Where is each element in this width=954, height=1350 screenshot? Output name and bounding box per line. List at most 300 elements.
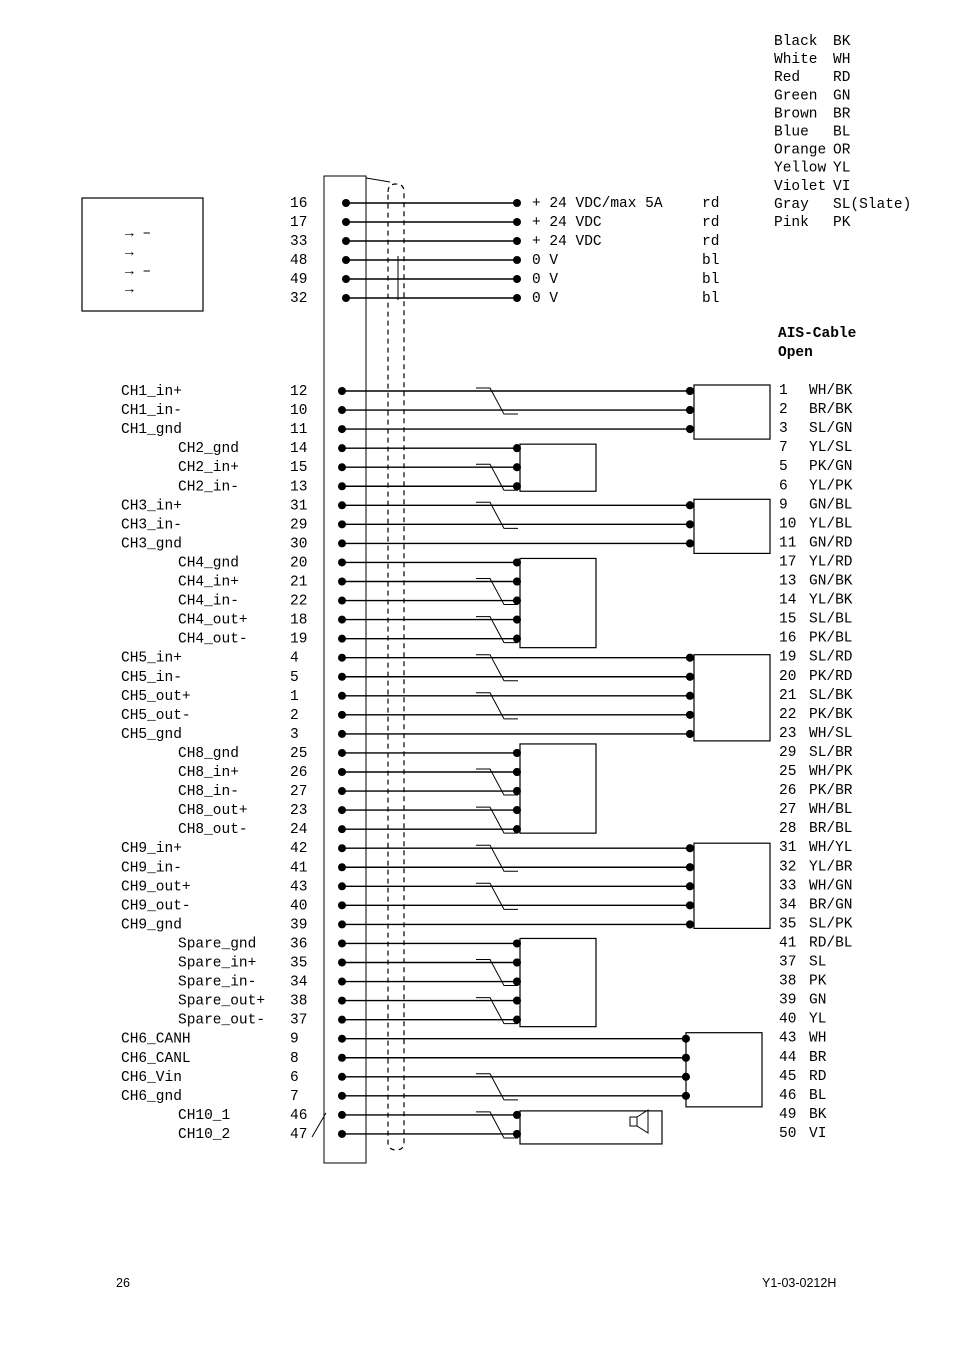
wire-color: BR: [809, 1049, 827, 1066]
signal-row: [178, 994, 521, 1010]
signal-row: [178, 765, 521, 781]
signal-label: CH6_CANH: [121, 1031, 191, 1048]
signal-label: CH5_gnd: [121, 726, 182, 743]
page-number: 26: [116, 1276, 130, 1290]
pin-number: 2: [290, 707, 299, 724]
signal-label: CH8_in-: [178, 784, 239, 801]
signal-row: [178, 479, 521, 495]
wire-number: 25: [779, 764, 797, 780]
signal-row: [121, 1051, 690, 1067]
pin-dot: [338, 387, 346, 395]
signal-row: [178, 975, 521, 991]
power-wire-color: rd: [702, 234, 720, 250]
legend-color-name: Yellow: [774, 160, 827, 177]
terminal-dot: [686, 501, 694, 509]
pin-dot: [338, 1092, 346, 1100]
wire-number: 23: [779, 725, 797, 742]
terminal-block: [520, 558, 596, 647]
signal-row: [121, 517, 694, 533]
wire-number: 7: [779, 440, 788, 457]
wire-color: BL: [809, 1087, 827, 1104]
signal-label: CH3_in+: [121, 498, 182, 515]
terminal-dot: [513, 997, 521, 1005]
signal-row: [178, 1127, 521, 1143]
pin-dot: [338, 1035, 346, 1043]
wire-number: 31: [779, 840, 797, 857]
pin-number: 14: [290, 441, 308, 458]
cable-shield: [388, 184, 404, 1150]
terminal-dot: [513, 463, 521, 471]
wire-color: PK/BL: [809, 630, 853, 647]
wire-color: PK/RD: [809, 668, 853, 685]
terminal-dot: [513, 1111, 521, 1119]
wire-number: 22: [779, 706, 797, 723]
signal-row: [178, 613, 521, 629]
supply-dot: [513, 294, 521, 302]
wire-color: SL/BL: [809, 611, 853, 628]
wire-number: 14: [779, 592, 797, 609]
pin-number: 43: [290, 879, 308, 896]
pin-number: 21: [290, 574, 308, 591]
wire-color: BR/BL: [809, 821, 853, 838]
power-supply-rows: [290, 196, 719, 307]
power-label: + 24 VDC/max 5A: [532, 196, 663, 212]
power-row: [290, 196, 719, 212]
signal-row: [121, 879, 694, 895]
terminal-dot: [513, 787, 521, 795]
pin-number: 39: [290, 917, 308, 934]
terminal-block: [694, 385, 770, 439]
wire-number: 44: [779, 1049, 797, 1066]
pin-dot: [338, 1111, 346, 1119]
pin-number: 46: [290, 1107, 308, 1124]
terminal-dot: [686, 654, 694, 662]
wire-number: 34: [779, 897, 797, 914]
signal-rows: [121, 384, 694, 1143]
power-wire-color: bl: [702, 253, 720, 269]
terminal-dot: [513, 959, 521, 967]
terminal-blocks: [513, 385, 770, 1144]
power-pin-number: 32: [290, 291, 308, 307]
signal-label: CH8_out-: [178, 822, 248, 839]
pin-dot: [338, 425, 346, 433]
wire-color: YL/BK: [809, 592, 853, 609]
signal-row: [121, 498, 694, 514]
power-wire-color: rd: [702, 215, 720, 231]
legend-color-name: Green: [774, 88, 818, 105]
pin-dot: [338, 711, 346, 719]
terminal-dot: [682, 1092, 690, 1100]
pin-number: 42: [290, 841, 308, 858]
pin-number: 29: [290, 517, 308, 534]
pin-number: 8: [290, 1050, 299, 1067]
pin-dot: [338, 692, 346, 700]
arrow-legend-box: [82, 198, 203, 311]
legend-color-code: RD: [833, 70, 851, 87]
terminal-dot: [686, 844, 694, 852]
power-wire-color: bl: [702, 272, 720, 288]
wire-number: 29: [779, 744, 797, 761]
pin-dot: [338, 920, 346, 928]
signal-row: [121, 860, 694, 876]
terminal-dot: [686, 882, 694, 890]
pin-number: 25: [290, 745, 308, 762]
pin-number: 22: [290, 593, 308, 610]
terminal-dot: [513, 616, 521, 624]
pin-number: 26: [290, 765, 308, 781]
wire-number: 41: [779, 935, 797, 952]
signal-label: CH2_in+: [178, 460, 239, 477]
wire-number: 27: [779, 802, 797, 819]
pin-number: 23: [290, 803, 308, 820]
terminal-dot: [686, 901, 694, 909]
terminal-dot: [513, 825, 521, 833]
pin-dot: [338, 806, 346, 814]
wire-number: 37: [779, 954, 797, 971]
pin-dot: [338, 1130, 346, 1138]
terminal-block: [520, 444, 596, 491]
wire-color: WH/PK: [809, 764, 853, 780]
wire-number: 1: [779, 383, 788, 399]
signal-row: [178, 460, 521, 476]
terminal-dot: [682, 1054, 690, 1062]
pin-number: 35: [290, 955, 308, 972]
power-label: 0 V: [532, 272, 559, 288]
wire-color: SL: [809, 954, 827, 971]
pin-dot: [338, 768, 346, 776]
terminal-dot: [686, 920, 694, 928]
pin-dot: [342, 275, 350, 283]
signal-label: CH3_gnd: [121, 536, 182, 553]
pin-number: 6: [290, 1069, 299, 1086]
pin-number: 38: [290, 993, 308, 1010]
terminal-block: [686, 1033, 762, 1107]
signal-label: CH5_out-: [121, 707, 191, 724]
legend-color-code: BR: [833, 106, 851, 123]
supply-dot: [513, 199, 521, 207]
color-legend: [774, 34, 911, 231]
power-label: 0 V: [532, 291, 559, 307]
pin-dot: [338, 578, 346, 586]
wire-number: 46: [779, 1087, 797, 1104]
wire-color: YL/RD: [809, 554, 853, 571]
wire-color: YL/PK: [809, 478, 853, 495]
wire-number: 19: [779, 649, 797, 666]
signal-label: CH9_in-: [121, 860, 182, 877]
wire-number: 40: [779, 1011, 797, 1028]
legend-color-code: VI: [833, 178, 851, 195]
signal-row: [178, 555, 521, 571]
wire-color: YL/BR: [809, 859, 853, 876]
signal-row: [178, 575, 521, 591]
power-row: [290, 234, 719, 250]
wire-number: 6: [779, 478, 788, 495]
wire-color: BR/GN: [809, 897, 853, 914]
signal-label: CH1_gnd: [121, 422, 182, 439]
terminal-dot: [513, 482, 521, 490]
pin-dot: [338, 844, 346, 852]
power-pin-number: 17: [290, 215, 308, 231]
wire-number: 39: [779, 992, 797, 1009]
pin-number: 15: [290, 460, 308, 477]
wire-number: 17: [779, 554, 797, 571]
pin-number: 31: [290, 498, 308, 515]
terminal-dot: [686, 425, 694, 433]
wire-color: BK: [809, 1106, 827, 1123]
pin-dot: [338, 825, 346, 833]
terminal-dot: [513, 558, 521, 566]
wire-number: 45: [779, 1068, 797, 1085]
legend-color-code: PK: [833, 215, 851, 231]
terminal-dot: [513, 749, 521, 757]
signal-row: [178, 936, 521, 952]
wire-number: 49: [779, 1106, 797, 1123]
legend-color-name: Gray: [774, 196, 809, 213]
signal-label: Spare_out+: [178, 993, 266, 1010]
legend-color-name: Violet: [774, 178, 827, 195]
signal-label: CH6_gnd: [121, 1088, 182, 1105]
wire-number: 50: [779, 1125, 797, 1142]
terminal-block: [520, 1111, 662, 1144]
power-label: + 24 VDC: [532, 215, 602, 231]
pin-dot: [338, 749, 346, 757]
terminal-dot: [513, 597, 521, 605]
signal-label: CH4_in+: [178, 574, 239, 591]
wire-color: YL: [809, 1011, 827, 1028]
power-row: [290, 291, 719, 307]
pin-number: 19: [290, 631, 308, 648]
wire-color: PK/BR: [809, 783, 853, 800]
supply-dot: [513, 218, 521, 226]
signal-row: [178, 441, 521, 457]
signal-row: [121, 384, 694, 400]
wire-number: 33: [779, 878, 797, 895]
signal-row: [178, 1108, 521, 1124]
terminal-dot: [686, 539, 694, 547]
pin-dot: [338, 673, 346, 681]
pin-number: 13: [290, 479, 308, 496]
terminal-dot: [682, 1035, 690, 1043]
terminal-dot: [513, 578, 521, 586]
signal-label: CH8_in+: [178, 765, 239, 781]
pin-dot: [338, 1016, 346, 1024]
wire-color: PK/BK: [809, 706, 853, 723]
terminal-block: [520, 744, 596, 833]
legend-color-name: Black: [774, 34, 818, 50]
wire-color: SL/BK: [809, 687, 853, 704]
terminal-dot: [686, 520, 694, 528]
wire-color: SL/BR: [809, 744, 853, 761]
pin-dot: [338, 978, 346, 986]
pin-number: 20: [290, 555, 308, 572]
power-wire-color: rd: [702, 196, 720, 212]
wire-color: WH/BK: [809, 383, 853, 399]
pin-dot: [338, 463, 346, 471]
terminal-dot: [513, 1016, 521, 1024]
legend-color-code: WH: [833, 52, 851, 69]
power-pin-number: 49: [290, 272, 308, 288]
pin-number: 3: [290, 726, 299, 743]
signal-label: CH4_out+: [178, 612, 248, 629]
terminal-dot: [686, 711, 694, 719]
signal-row: [178, 784, 521, 800]
wire-color: SL/GN: [809, 421, 853, 438]
terminal-dot: [513, 768, 521, 776]
pin-dot: [338, 939, 346, 947]
pin-dot: [338, 539, 346, 547]
signal-label: CH1_in+: [121, 384, 182, 400]
wire-number: 28: [779, 821, 797, 838]
wire-color: WH/YL: [809, 840, 853, 857]
wire-color: VI: [809, 1125, 827, 1142]
pin-dot: [338, 482, 346, 490]
supply-dot: [513, 256, 521, 264]
terminal-dot: [686, 730, 694, 738]
wire-color: WH: [809, 1030, 827, 1047]
legend-color-code: GN: [833, 88, 851, 105]
wire-color: YL/BL: [809, 516, 853, 533]
terminal-dot: [686, 673, 694, 681]
wire-color: WH/BL: [809, 802, 853, 819]
signal-row: [121, 403, 694, 419]
power-row: [290, 253, 719, 269]
wire-number: 3: [779, 421, 788, 438]
pin-dot: [338, 787, 346, 795]
legend-color-code: SL(Slate): [833, 196, 912, 213]
terminal-dot: [513, 1130, 521, 1138]
signal-row: [121, 422, 694, 438]
legend-arrow-3: → –: [125, 264, 152, 280]
wire-number: 16: [779, 630, 797, 647]
wire-color: GN: [809, 992, 827, 1009]
pin-dot: [338, 406, 346, 414]
pin-number: 40: [290, 898, 308, 915]
wire-number: 13: [779, 573, 797, 590]
pin-number: 27: [290, 784, 308, 801]
pin-number: 47: [290, 1126, 308, 1143]
terminal-block: [520, 938, 596, 1026]
signal-label: CH8_gnd: [178, 745, 239, 762]
signal-label: CH9_gnd: [121, 917, 182, 934]
wire-color: YL/SL: [809, 440, 853, 457]
terminal-block: [694, 843, 770, 928]
terminal-dot: [513, 978, 521, 986]
signal-row: [178, 632, 521, 648]
legend-arrow-2: →: [125, 245, 134, 261]
power-label: + 24 VDC: [532, 234, 602, 250]
terminal-dot: [513, 806, 521, 814]
terminal-dot: [686, 863, 694, 871]
signal-row: [121, 689, 694, 705]
signal-row: [121, 898, 694, 914]
power-pin-number: 33: [290, 234, 308, 250]
signal-row: [178, 594, 521, 610]
signal-label: CH5_in-: [121, 669, 182, 686]
wire-color: SL/RD: [809, 649, 853, 666]
pin-number: 11: [290, 422, 308, 439]
legend-color-code: OR: [833, 142, 851, 159]
terminal-dot: [513, 635, 521, 643]
pin-dot: [338, 901, 346, 909]
wire-number: 21: [779, 687, 797, 704]
pin-dot: [338, 501, 346, 509]
signal-label: CH10_2: [178, 1126, 231, 1143]
wire-number: 10: [779, 516, 797, 533]
connector-body: [324, 176, 390, 1163]
pin-dot: [338, 616, 346, 624]
wire-number: 35: [779, 916, 797, 933]
legend-color-name: Red: [774, 70, 801, 87]
pin-dot: [338, 444, 346, 452]
pin-dot: [342, 294, 350, 302]
pin-dot: [342, 199, 350, 207]
supply-dot: [513, 237, 521, 245]
wire-color: WH/GN: [809, 878, 853, 895]
wire-number: 5: [779, 459, 788, 476]
cable-subtitle: Open: [778, 345, 813, 361]
signal-label: CH8_out+: [178, 803, 248, 820]
pin-dot: [338, 730, 346, 738]
wire-color: BR/BK: [809, 402, 853, 419]
signal-row: [178, 822, 521, 838]
signal-label: CH9_in+: [121, 841, 182, 858]
signal-label: CH4_in-: [178, 593, 239, 610]
signal-row: [121, 917, 694, 933]
pin-number: 36: [290, 936, 308, 953]
signal-label: Spare_in+: [178, 955, 257, 972]
terminal-block: [694, 499, 770, 553]
power-row: [290, 215, 719, 231]
pin-dot: [338, 597, 346, 605]
signal-label: CH4_out-: [178, 631, 248, 648]
signal-label: Spare_out-: [178, 1012, 266, 1029]
pin-dot: [338, 654, 346, 662]
signal-label: Spare_gnd: [178, 936, 257, 953]
terminal-dot: [513, 939, 521, 947]
signal-row: [121, 1032, 690, 1048]
pin-number: 5: [290, 669, 299, 686]
signal-row: [178, 746, 521, 762]
pin-dot: [338, 1054, 346, 1062]
signal-label: CH4_gnd: [178, 555, 239, 572]
signal-row: [178, 803, 521, 819]
wire-number: 15: [779, 611, 797, 628]
pin-number: 4: [290, 650, 299, 667]
power-pin-number: 16: [290, 196, 308, 212]
signal-row: [121, 651, 694, 667]
legend-color-name: Blue: [774, 124, 809, 141]
legend-color-code: BK: [833, 34, 851, 50]
pin-dot: [338, 882, 346, 890]
signal-label: CH1_in-: [121, 403, 182, 420]
signal-row: [178, 1013, 521, 1029]
pin-dot: [338, 635, 346, 643]
terminal-dot: [686, 692, 694, 700]
wire-number: 26: [779, 783, 797, 800]
power-wire-color: bl: [702, 291, 720, 307]
signal-label: CH5_out+: [121, 688, 191, 705]
power-label: 0 V: [532, 253, 559, 269]
cable-wire-list: [779, 383, 853, 1142]
wire-color: GN/BL: [809, 497, 853, 514]
wire-number: 38: [779, 973, 797, 990]
pin-number: 30: [290, 536, 308, 553]
signal-row: [121, 670, 694, 686]
signal-row: [121, 1089, 690, 1105]
pin-dot: [342, 256, 350, 264]
wire-color: RD/BL: [809, 935, 853, 952]
signal-label: CH10_1: [178, 1107, 231, 1124]
